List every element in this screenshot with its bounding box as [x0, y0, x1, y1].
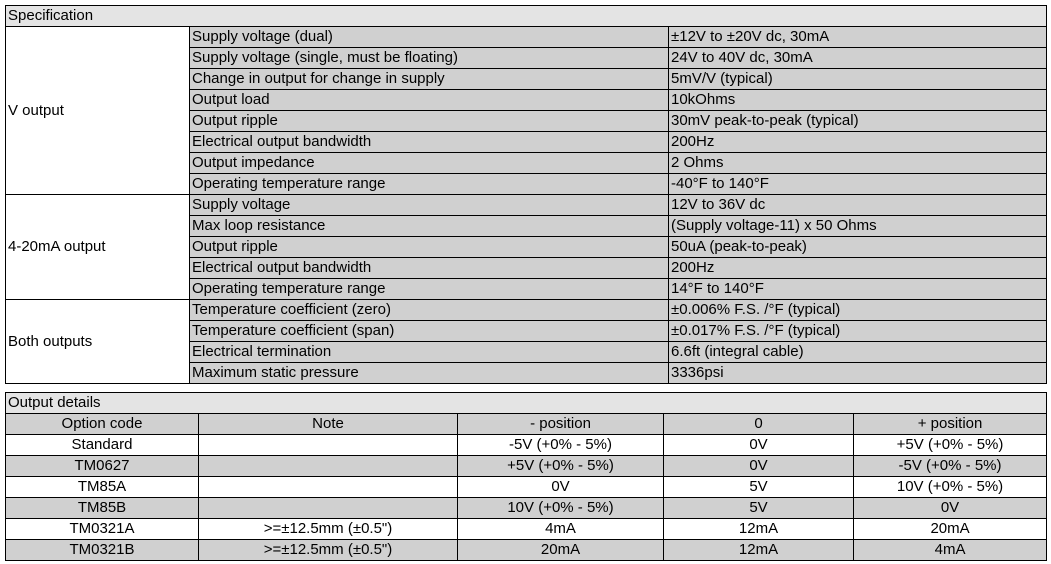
output-details-cell: TM0627 [6, 456, 199, 477]
spec-value: 2 Ohms [669, 153, 1047, 174]
output-details-row [6, 435, 1047, 456]
output-details-cell: TM85B [6, 498, 199, 519]
output-details-table [5, 392, 1047, 561]
column-header: 0 [664, 414, 854, 435]
spec-parameter: Temperature coefficient (zero) [190, 300, 669, 321]
spec-value: 3336psi [669, 363, 1047, 384]
output-details-cell: TM0321B [6, 540, 199, 561]
output-details-cell [199, 456, 458, 477]
spec-parameter: Maximum static pressure [190, 363, 669, 384]
output-details-cell: 0V [458, 477, 664, 498]
output-details-cell: 12mA [664, 519, 854, 540]
output-details-cell: 0V [664, 435, 854, 456]
output-details-title: Output details [6, 393, 1047, 414]
spec-group-label: Both outputs [6, 300, 190, 384]
document [5, 5, 1046, 561]
output-details-cell: -5V (+0% - 5%) [854, 456, 1047, 477]
spec-group-label: V output [6, 27, 190, 195]
output-details-cell: 0V [854, 498, 1047, 519]
spec-parameter: Output impedance [190, 153, 669, 174]
spec-value: 24V to 40V dc, 30mA [669, 48, 1047, 69]
output-details-cell: 20mA [458, 540, 664, 561]
spec-parameter: Supply voltage (single, must be floating) [190, 48, 669, 69]
spec-value: 6.6ft (integral cable) [669, 342, 1047, 363]
output-details-cell: 20mA [854, 519, 1047, 540]
output-details-cell: 5V [664, 477, 854, 498]
spec-parameter: Output ripple [190, 111, 669, 132]
spec-parameter: Supply voltage [190, 195, 669, 216]
spec-row [6, 300, 1047, 321]
spec-value: 14°F to 140°F [669, 279, 1047, 300]
output-details-cell: 5V [664, 498, 854, 519]
column-header: Option code [6, 414, 199, 435]
spec-value: ±0.006% F.S. /°F (typical) [669, 300, 1047, 321]
column-header: - position [458, 414, 664, 435]
spec-value: 10kOhms [669, 90, 1047, 111]
output-details-header-row [6, 414, 1047, 435]
spec-parameter: Max loop resistance [190, 216, 669, 237]
output-details-cell: >=±12.5mm (±0.5") [199, 540, 458, 561]
output-details-cell [199, 435, 458, 456]
output-details-cell [199, 477, 458, 498]
output-details-cell: TM0321A [6, 519, 199, 540]
spec-parameter: Electrical output bandwidth [190, 258, 669, 279]
output-details-row [6, 477, 1047, 498]
specification-title: Specification [6, 6, 1047, 27]
output-details-row [6, 519, 1047, 540]
output-details-cell: TM85A [6, 477, 199, 498]
spec-parameter: Temperature coefficient (span) [190, 321, 669, 342]
output-details-cell: +5V (+0% - 5%) [854, 435, 1047, 456]
spec-row [6, 27, 1047, 48]
spec-value: 30mV peak-to-peak (typical) [669, 111, 1047, 132]
output-details-cell: -5V (+0% - 5%) [458, 435, 664, 456]
specification-table [5, 5, 1047, 384]
output-details-row [6, 540, 1047, 561]
output-details-cell: Standard [6, 435, 199, 456]
output-details-cell [199, 498, 458, 519]
spec-value: 12V to 36V dc [669, 195, 1047, 216]
column-header: Note [199, 414, 458, 435]
output-details-cell: 12mA [664, 540, 854, 561]
output-details-cell: 4mA [854, 540, 1047, 561]
spec-row [6, 195, 1047, 216]
spec-parameter: Operating temperature range [190, 174, 669, 195]
spec-value: 50uA (peak-to-peak) [669, 237, 1047, 258]
spec-value: ±12V to ±20V dc, 30mA [669, 27, 1047, 48]
spec-value: (Supply voltage-11) x 50 Ohms [669, 216, 1047, 237]
spec-value: 5mV/V (typical) [669, 69, 1047, 90]
output-details-cell: +5V (+0% - 5%) [458, 456, 664, 477]
spec-value: ±0.017% F.S. /°F (typical) [669, 321, 1047, 342]
output-details-cell: >=±12.5mm (±0.5") [199, 519, 458, 540]
spec-parameter: Supply voltage (dual) [190, 27, 669, 48]
output-details-cell: 10V (+0% - 5%) [854, 477, 1047, 498]
spec-parameter: Electrical termination [190, 342, 669, 363]
output-details-row [6, 498, 1047, 519]
output-details-row [6, 456, 1047, 477]
spec-parameter: Change in output for change in supply [190, 69, 669, 90]
column-header: + position [854, 414, 1047, 435]
spec-parameter: Output ripple [190, 237, 669, 258]
spec-value: -40°F to 140°F [669, 174, 1047, 195]
output-details-cell: 10V (+0% - 5%) [458, 498, 664, 519]
spec-value: 200Hz [669, 132, 1047, 153]
output-details-cell: 0V [664, 456, 854, 477]
spec-parameter: Electrical output bandwidth [190, 132, 669, 153]
spec-parameter: Output load [190, 90, 669, 111]
spec-parameter: Operating temperature range [190, 279, 669, 300]
spec-value: 200Hz [669, 258, 1047, 279]
spec-group-label: 4-20mA output [6, 195, 190, 300]
output-details-cell: 4mA [458, 519, 664, 540]
